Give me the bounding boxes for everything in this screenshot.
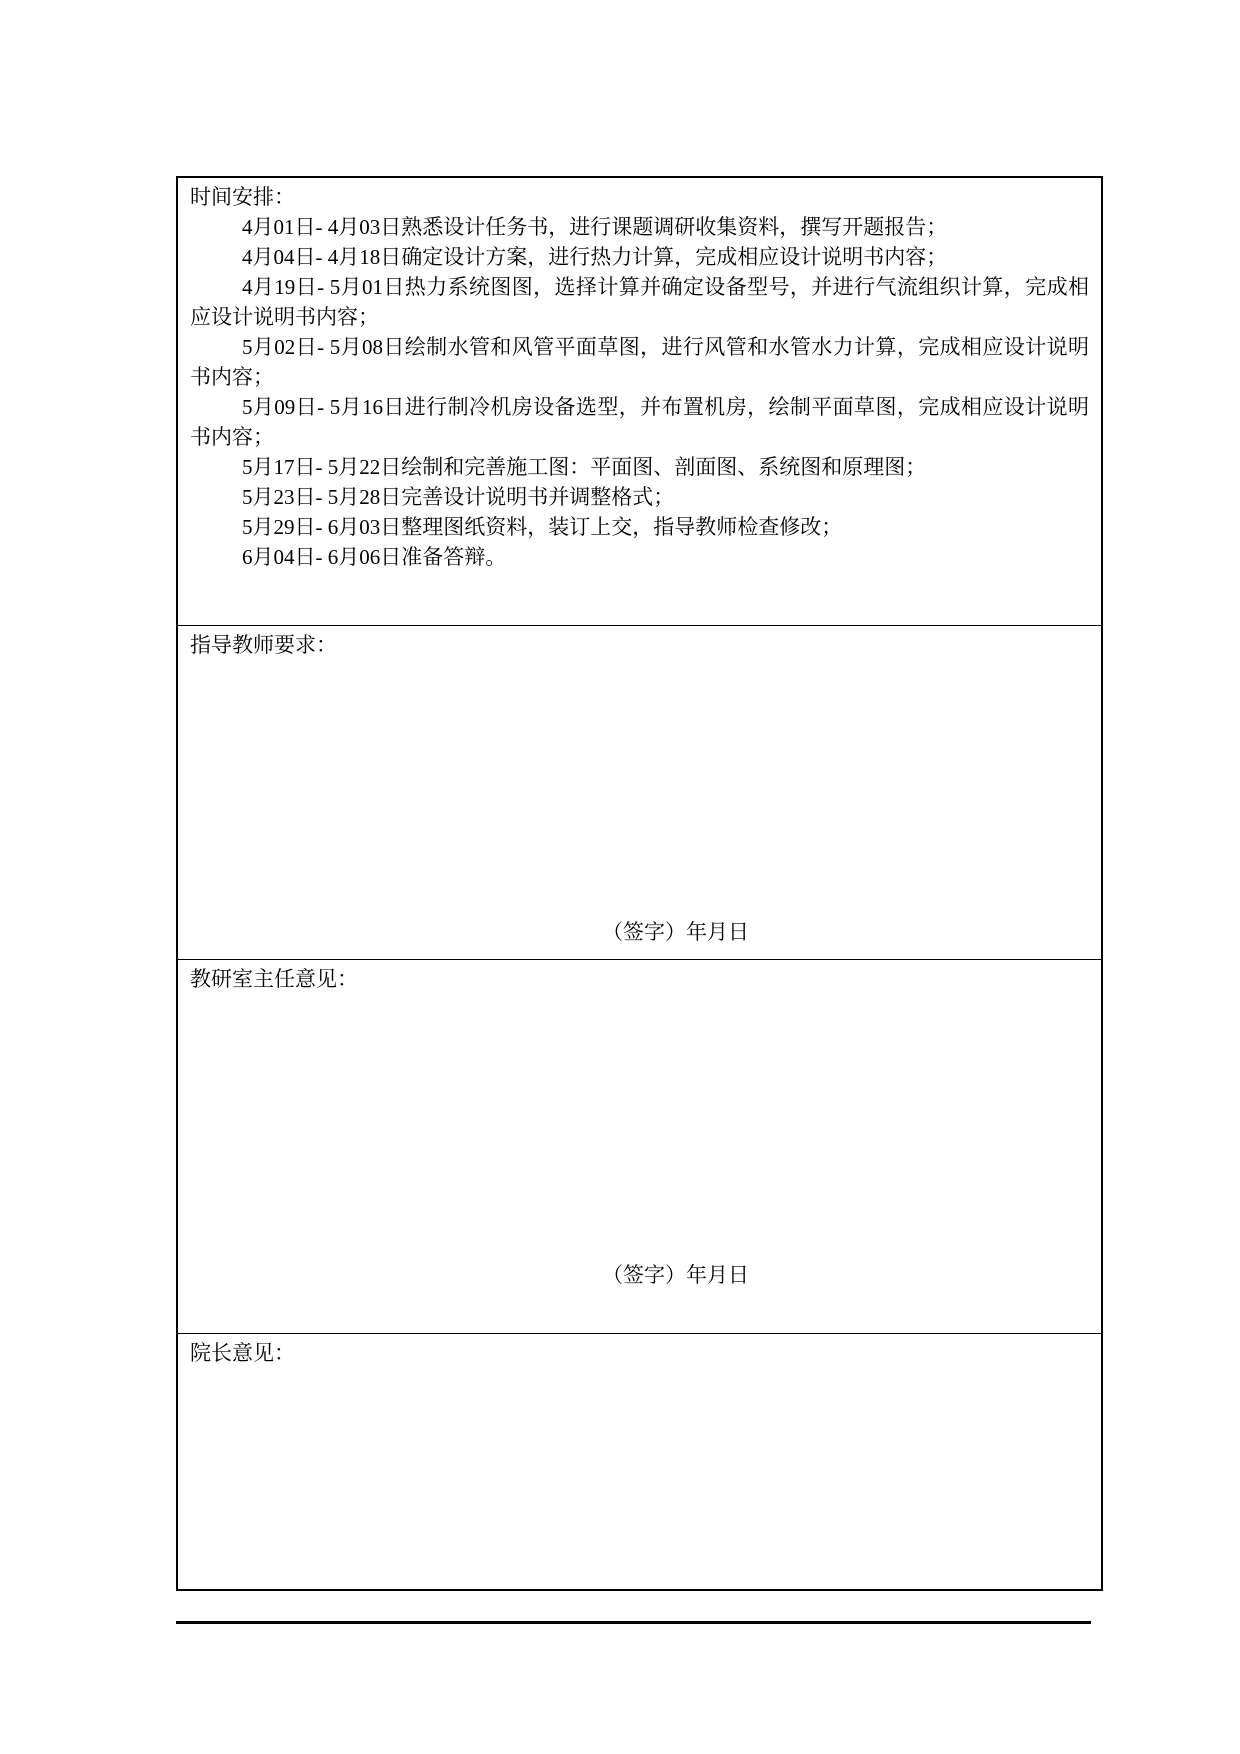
director-section	[178, 959, 1101, 1333]
advisor-signature: （签字）年月日	[602, 920, 749, 944]
schedule-item: 4月01日- 4月03日熟悉设计任务书，进行课题调研收集资料，撰写开题报告；	[242, 215, 948, 239]
advisor-heading: 指导教师要求：	[190, 633, 337, 657]
schedule-heading: 时间安排：	[190, 185, 295, 209]
schedule-item: 5月02日- 5月08日绘制水管和风管平面草图，进行风管和水管水力计算，完成相应设计说明书内容；	[190, 335, 1089, 389]
schedule-item: 5月23日- 5月28日完善设计说明书并调整格式；	[242, 485, 675, 509]
schedule-item: 5月09日- 5月16日进行制冷机房设备选型，并布置机房，绘制平面草图，完成相应设计说明书内容；	[190, 395, 1089, 449]
schedule-item: 4月04日- 4月18日确定设计方案，进行热力计算，完成相应设计说明书内容；	[242, 245, 948, 269]
schedule-item: 6月04日- 6月06日准备答辩。	[242, 545, 507, 569]
schedule-item: 4月19日- 5月01日热力系统图图，选择计算并确定设备型号，并进行气流组织计算，完成相应设计说明书内容；	[190, 275, 1089, 329]
footer-divider	[176, 1621, 1091, 1624]
director-heading: 教研室主任意见：	[190, 967, 358, 991]
schedule-item: 5月17日- 5月22日绘制和完善施工图：平面图、剖面图、系统图和原理图；	[242, 455, 927, 479]
director-signature: （签字）年月日	[602, 1263, 749, 1287]
form-table	[176, 176, 1103, 1591]
dean-heading: 院长意见：	[190, 1341, 295, 1365]
dean-section	[178, 1333, 1101, 1589]
schedule-item: 5月29日- 6月03日整理图纸资料，装订上交，指导教师检查修改；	[242, 515, 843, 539]
advisor-section	[178, 625, 1101, 959]
schedule-section	[178, 178, 1101, 625]
